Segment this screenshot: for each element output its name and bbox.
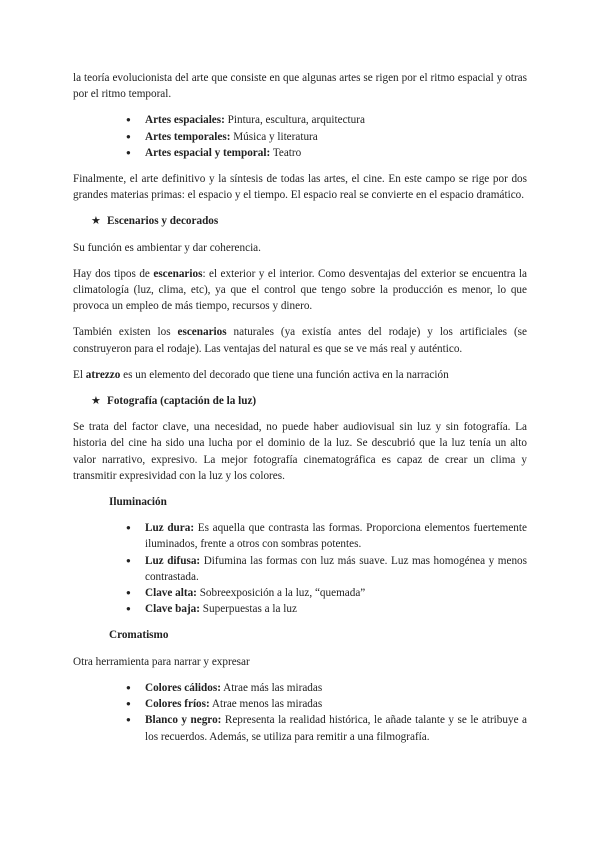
list-item xyxy=(126,520,527,552)
list-item-term: Artes espaciales: xyxy=(145,114,225,127)
list-item-text: Representa la realidad histórica, le añade talante y se le atribuye a los recuerdos. Además, se utiliza para remitir a una filmografía. xyxy=(145,714,527,743)
list-item-term: Artes temporales: xyxy=(145,130,231,143)
list-item xyxy=(126,712,527,744)
list-item xyxy=(126,112,527,128)
list-item-term: Clave baja: xyxy=(145,603,200,616)
list-item-term: Clave alta: xyxy=(145,587,197,600)
list-item xyxy=(126,553,527,585)
paragraph: Otra herramienta para narrar y expresar xyxy=(73,655,250,668)
star-icon: ★ xyxy=(91,215,102,228)
text-run: Hay dos tipos de xyxy=(73,267,154,280)
paragraph: Se trata del factor clave, una necesidad, no puede haber audiovisual sin luz y sin fotografía. La historia del cine ha sido una lucha por el dominio de la luz. Se descubrió que la luz tenía un alto valor narrativo, expresivo. La mejor fotografía cinematográfica es capaz de crear un clima y transmitir expresividad con la luz y los colores. xyxy=(73,421,527,482)
list-item-term: Blanco y negro: xyxy=(145,714,222,727)
section-title: Fotografía (captación de la luz) xyxy=(107,395,257,408)
text-run: naturales (ya existía antes del rodaje) y los artificiales (se construyeron para el rodaje). Las ventajas del natural es que se ve más real y auténtico. xyxy=(73,326,527,355)
list-item-term: Luz dura: xyxy=(145,522,195,535)
intro-paragraph: la teoría evolucionista del arte que consiste en que algunas artes se rigen por el ritmo espacial y otras por el ritmo temporal. xyxy=(73,72,527,101)
paragraph xyxy=(73,324,527,356)
list-item xyxy=(126,585,527,601)
list-item-text: Pintura, escultura, arquitectura xyxy=(224,114,365,127)
bold-term: escenarios xyxy=(153,267,203,280)
section-title: Escenarios y decorados xyxy=(107,215,219,228)
list-item xyxy=(126,680,527,696)
list-item-text: Difumina las formas con luz más suave. Luz mas homogénea y menos contrastada. xyxy=(145,554,527,583)
paragraph xyxy=(73,266,527,315)
list-item xyxy=(126,601,527,617)
list-item-text: Superpuestas a la luz xyxy=(200,603,297,616)
list-item-text: Música y literatura xyxy=(230,130,318,143)
list-item-text: Teatro xyxy=(270,146,302,159)
paragraph: Su función es ambientar y dar coherencia. xyxy=(73,241,261,254)
arts-list xyxy=(73,112,527,161)
list-item-term: Luz difusa: xyxy=(145,554,201,567)
list-item xyxy=(126,145,527,161)
text-run: es un elemento del decorado que tiene una función activa en la narración xyxy=(120,368,449,381)
lighting-list xyxy=(73,520,527,617)
list-item-term: Artes espacial y temporal: xyxy=(145,146,271,159)
list-item-term: Colores cálidos: xyxy=(145,681,221,694)
bold-term: atrezzo xyxy=(85,368,121,381)
subheading-iluminacion: Iluminación xyxy=(109,496,167,509)
color-list xyxy=(73,680,527,745)
document-page xyxy=(73,70,527,755)
list-item xyxy=(126,129,527,145)
list-item-text: Sobreexposición a la luz, “quemada” xyxy=(196,587,366,600)
list-item-text: Atrae más las miradas xyxy=(220,681,323,694)
paragraph xyxy=(73,367,527,383)
text-run: El xyxy=(73,368,86,381)
list-item xyxy=(126,696,527,712)
section-heading-fotografia xyxy=(91,393,527,409)
text-run: También existen los xyxy=(73,326,178,339)
bold-term: escenarios xyxy=(177,326,227,339)
star-icon: ★ xyxy=(91,395,102,408)
list-item-term: Colores fríos: xyxy=(145,698,210,711)
list-item-text: Atrae menos las miradas xyxy=(209,698,323,711)
subheading-cromatismo: Cromatismo xyxy=(109,629,169,642)
cinema-paragraph: Finalmente, el arte definitivo y la síntesis de todas las artes, el cine. En este campo se rige por dos grandes materias primas: el espacio y el tiempo. El espacio real se convierte en el espacio dramático. xyxy=(73,173,527,202)
list-item-text: Es aquella que contrasta las formas. Proporciona elementos fuertemente iluminados, frente a otros con sombras potentes. xyxy=(145,522,527,551)
text-run: : el exterior y el interior. Como desventajas del exterior se encuentra la climatología (luz, clima, etc), ya que el control que tengo sobre la producción es menor, lo que provoca un empleo de más tiempo, recursos y dinero. xyxy=(73,267,527,313)
section-heading-escenarios xyxy=(91,213,527,229)
